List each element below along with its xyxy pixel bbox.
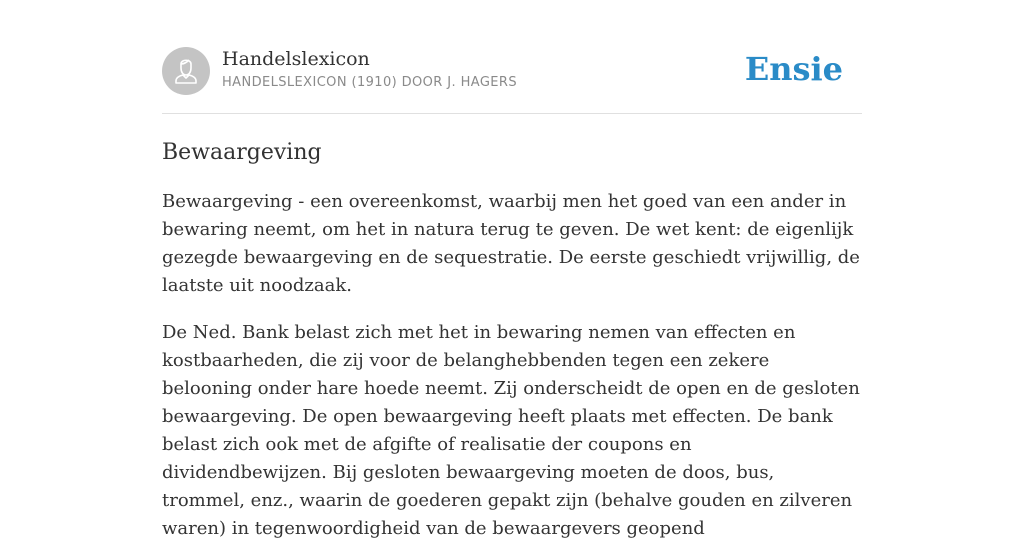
source-name[interactable]: Handelslexicon: [222, 48, 370, 70]
user-icon: [162, 47, 210, 95]
brand-logo[interactable]: Ensie: [744, 50, 843, 88]
entry-paragraph: De Ned. Bank belast zich met het in bewaring nemen van effecten en kostbaarheden, die zij voor de belanghebbenden tegen een zekere belooning onder hare hoede neemt. Zij onderscheidt de open en de gesloten bewaargeving. De open bewaargeving heeft plaats met effecten. De bank belast zich ook met de afgifte of realisatie der coupons en dividendbewijzen. Bij gesloten bewaargeving moeten de doos, bus, trommel, enz., waarin de goederen gepakt zijn (behalve gouden en zilveren waren) in tegenwoordigheid van de bewaargevers geopend: [162, 322, 860, 539]
page: [162, 0, 862, 543]
source-subtitle: HANDELSLEXICON (1910) DOOR J. HAGERS: [222, 75, 517, 90]
entry-title: Bewaargeving: [162, 140, 322, 165]
source-header: [162, 47, 862, 114]
entry-paragraph: Bewaargeving - een overeenkomst, waarbij men het goed van een ander in bewaring neemt, om het in natura terug te geven. De wet kent: de eigenlijk gezegde bewaargeving en de sequestratie. De eerste geschiedt vrijwillig, de laatste uit noodzaak.: [162, 191, 860, 296]
avatar[interactable]: [162, 47, 210, 95]
